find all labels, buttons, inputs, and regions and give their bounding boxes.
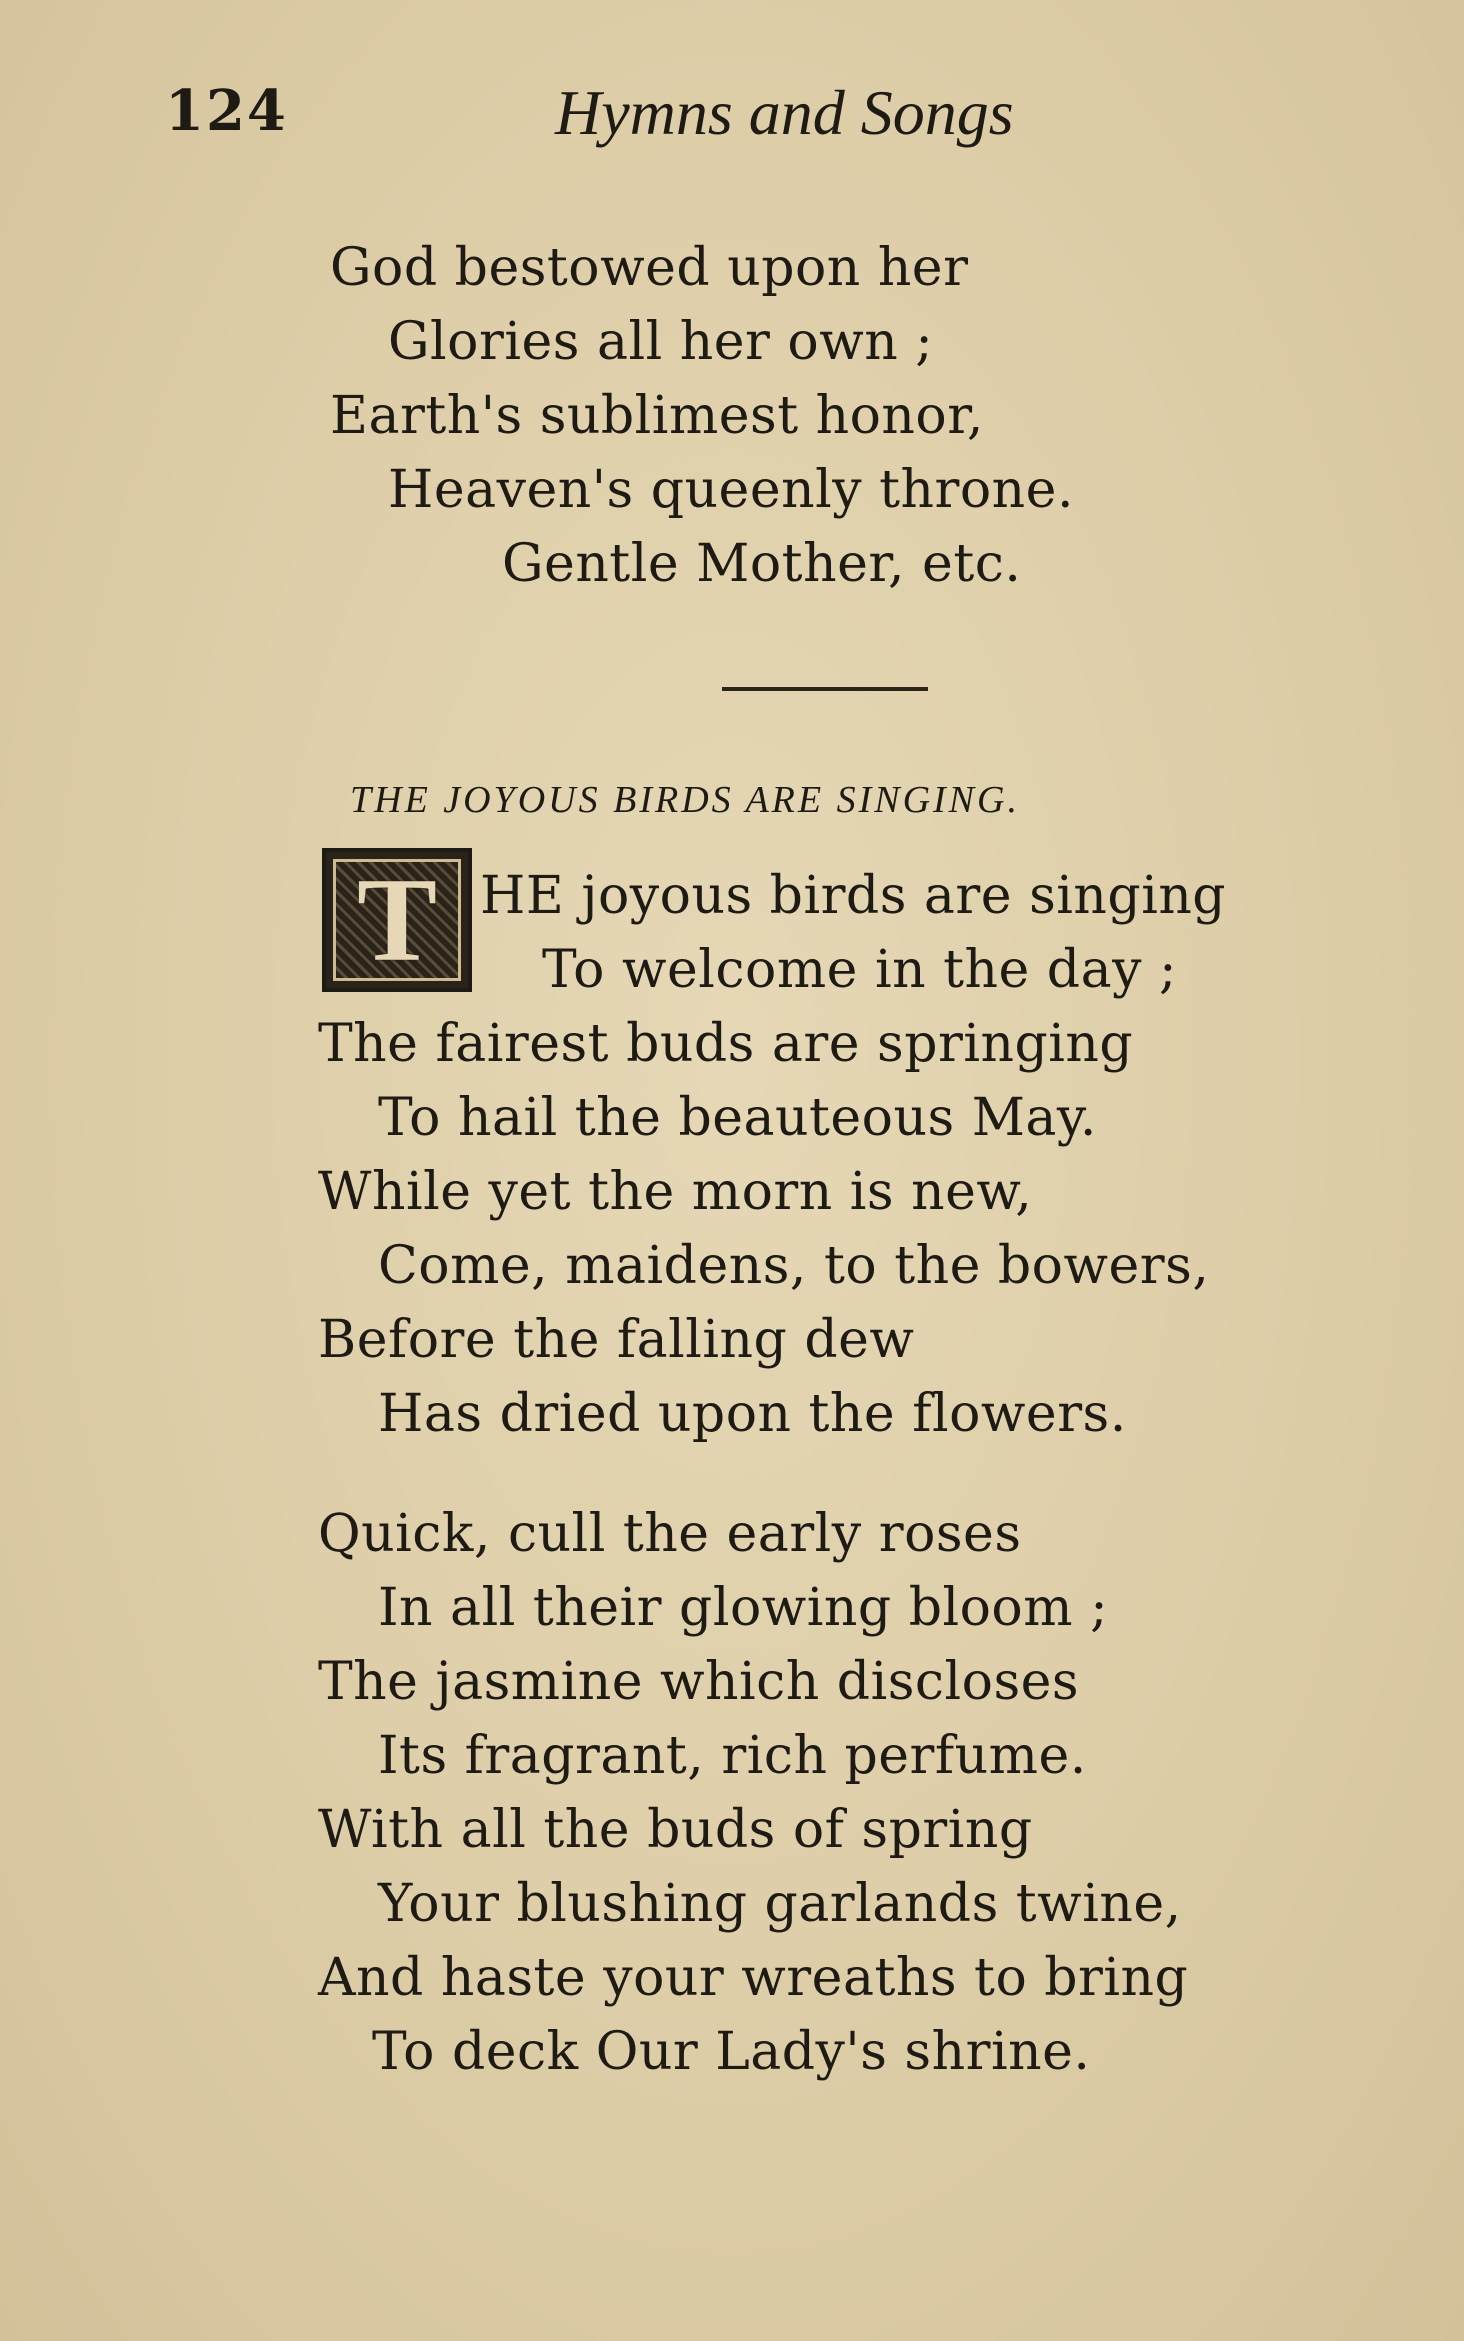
verse-line: To welcome in the day ; — [542, 940, 1177, 1000]
verse-line: While yet the morn is new, — [318, 1162, 1033, 1222]
verse-line: With all the buds of spring — [318, 1800, 1033, 1860]
verse-line: Before the falling dew — [318, 1310, 915, 1370]
section-divider — [722, 687, 928, 691]
verse-line: Quick, cull the early roses — [318, 1504, 1022, 1564]
running-title: Hymns and Songs — [555, 77, 1014, 148]
verse-line: In all their glowing bloom ; — [378, 1578, 1109, 1638]
verse-line: Come, maidens, to the bowers, — [378, 1236, 1210, 1296]
drop-cap-letter: T — [356, 853, 438, 986]
verse-line: The jasmine which discloses — [318, 1652, 1080, 1712]
page-number: 124 — [165, 78, 288, 144]
verse-line: Glories all her own ; — [388, 312, 934, 372]
verse-line: Your blushing garlands twine, — [378, 1874, 1182, 1934]
verse-line: Earth's sublimest honor, — [330, 386, 984, 446]
verse-line: HE joyous birds are singing — [480, 866, 1227, 926]
verse-line: The fairest buds are springing — [318, 1014, 1134, 1074]
drop-cap-ornament — [333, 853, 461, 986]
verse-line: Heaven's queenly throne. — [388, 460, 1074, 520]
verse-line: And haste your wreaths to bring — [318, 1948, 1189, 2008]
verse-line: To hail the beauteous May. — [378, 1088, 1097, 1148]
verse-line: God bestowed upon her — [330, 238, 969, 298]
verse-line: To deck Our Lady's shrine. — [372, 2022, 1091, 2082]
verse-line: Its fragrant, rich perfume. — [378, 1726, 1087, 1786]
ornamental-drop-cap — [322, 848, 472, 992]
hymn-title: THE JOYOUS BIRDS ARE SINGING. — [350, 779, 1020, 821]
verse-line: Has dried upon the flowers. — [378, 1384, 1127, 1444]
refrain-line: Gentle Mother, etc. — [502, 534, 1022, 594]
